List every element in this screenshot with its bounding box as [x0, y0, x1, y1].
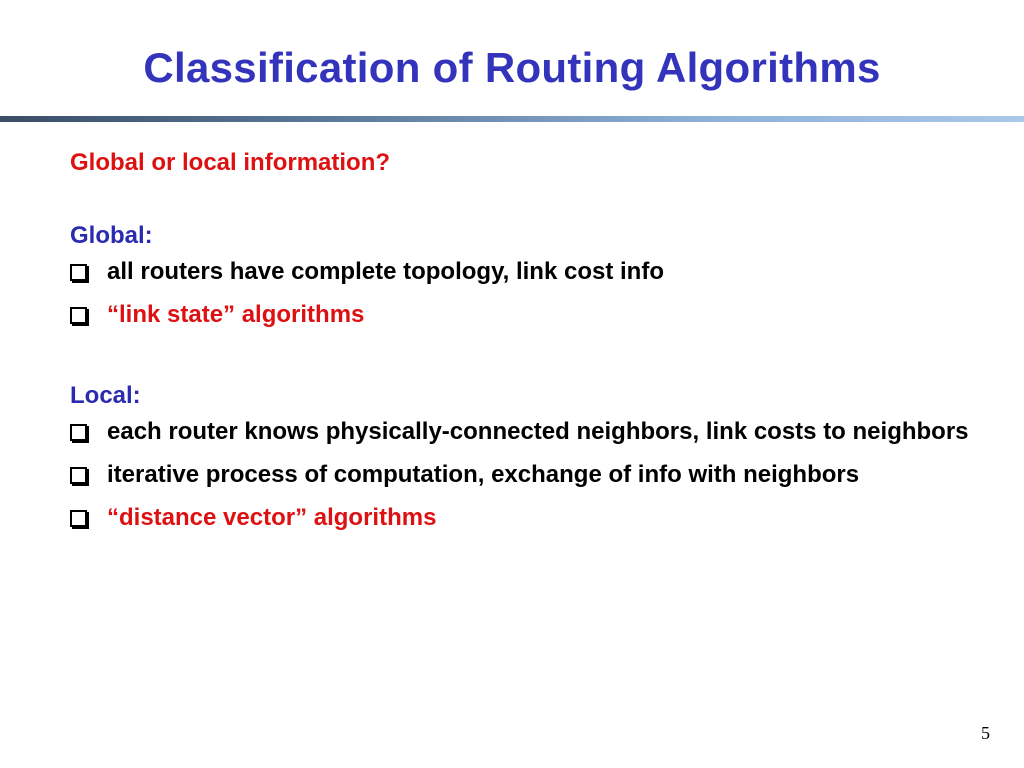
bullet-text: iterative process of computation, exchange of info with neighbors — [107, 461, 860, 488]
question-text: Global or local information? — [70, 149, 391, 176]
bullet-text: “distance vector” algorithms — [107, 504, 437, 531]
checkbox-icon — [70, 424, 87, 441]
local-bullet-3 — [70, 501, 970, 534]
global-bullet-2 — [70, 298, 970, 331]
title-divider — [0, 116, 1024, 122]
checkbox-icon — [70, 467, 87, 484]
checkbox-icon — [70, 307, 87, 324]
checkbox-icon — [70, 510, 87, 527]
local-heading: Local: — [70, 382, 141, 409]
page-number: 5 — [981, 723, 990, 743]
global-heading: Global: — [70, 222, 153, 249]
bullet-text: “link state” algorithms — [107, 301, 365, 328]
global-bullet-1 — [70, 255, 970, 288]
checkbox-icon — [70, 264, 87, 281]
bullet-text: each router knows physically-connected neighbors, link costs to neighbors — [107, 418, 969, 445]
bullet-text: all routers have complete topology, link cost info — [107, 258, 664, 285]
local-bullet-2 — [70, 458, 970, 491]
slide-content — [70, 146, 970, 534]
local-bullet-1 — [70, 415, 970, 448]
slide-title: Classification of Routing Algorithms — [143, 44, 881, 91]
